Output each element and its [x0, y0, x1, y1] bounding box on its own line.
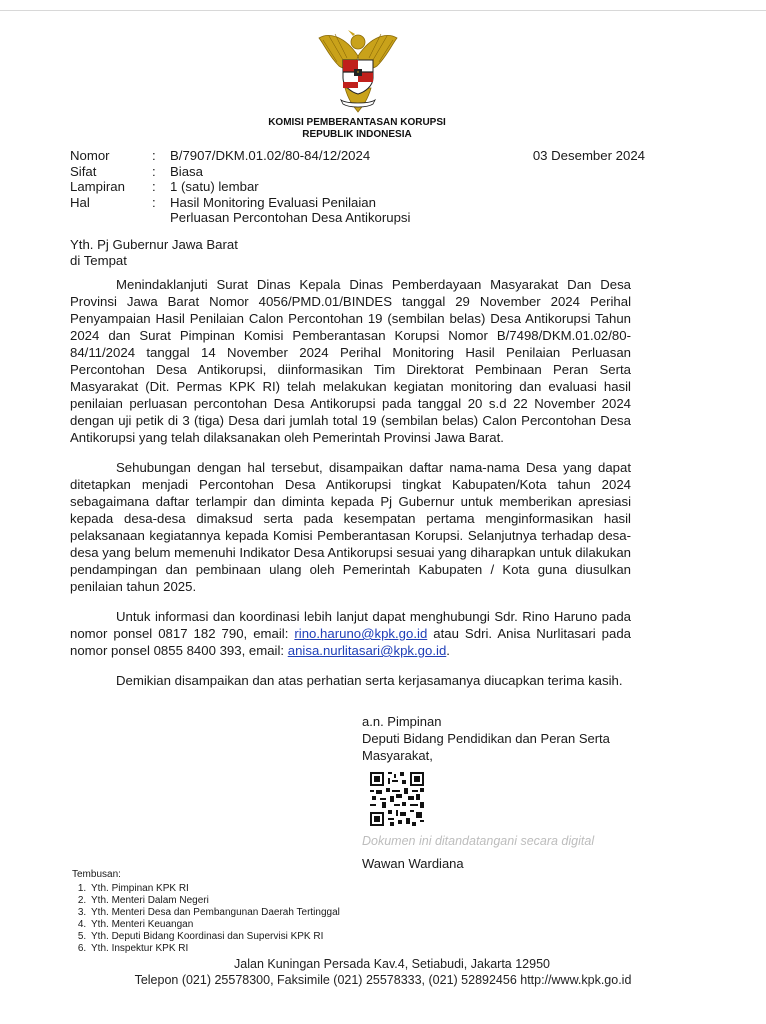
list-item: 3. Yth. Menteri Desa dan Pembangunan Daerah Tertinggal	[89, 907, 340, 919]
agency-name: KOMISI PEMBERANTASAN KORUPSI	[268, 117, 446, 128]
body-paragraph-2: Sehubungan dengan hal tersebut, disampaikan daftar nama-nama Desa yang dapat ditetapkan menjadi Percontohan Desa Antikorupsi tingkat Kabupaten/Kota tahun 2024 sebagaimana daftar terlampir dan diminta kepada Pj Gubernur untuk memberikan apresiasi kepada desa-desa dimaksud serta pada kesempatan pertama menginformasikan hasil pelaksanaan kegiatannya kepada Komisi Pemberantasan Korupsi. Selanjutnya terhadap desa-desa yang belum memenuhi Indikator Desa Antikorupsi sesuai yang diharapkan untuk dilakukan pendampingan dan pembinaan ulang oleh Pemerintah Kabupaten / Kota guna diusulkan penilaian tahun 2025.	[70, 460, 631, 594]
body-paragraph-3	[70, 608, 631, 659]
footer-contact: Telepon (021) 25578300, Faksimile (021) 25578333, (021) 52892456 http://www.kpk.go.id	[134, 973, 632, 987]
agency-header	[0, 117, 766, 141]
footer-address: Jalan Kuningan Persada Kav.4, Setiabudi, Jakarta 12950	[234, 957, 550, 971]
email-link-anisa[interactable]: anisa.nurlitasari@kpk.go.id	[287, 643, 447, 658]
signature-on-behalf: a.n. Pimpinan	[362, 714, 442, 729]
tembusan-title: Tembusan:	[72, 869, 121, 880]
list-item: 6. Yth. Inspektur KPK RI	[89, 943, 340, 955]
meta-value: 1 (satu) lembar	[170, 179, 259, 194]
signature-block	[362, 713, 642, 764]
page-top-border	[0, 10, 766, 11]
agency-country: REPUBLIK INDONESIA	[302, 129, 412, 140]
tembusan-list	[72, 883, 340, 955]
meta-label: Hal	[70, 194, 90, 210]
signer-name: Wawan Wardiana	[362, 856, 464, 871]
meta-separator: :	[152, 148, 156, 163]
meta-label: Nomor	[70, 148, 110, 163]
meta-label: Lampiran	[70, 179, 125, 194]
meta-row-hal	[70, 195, 470, 226]
signature-position: Deputi Bidang Pendidikan dan Peran Serta	[362, 731, 610, 746]
meta-value: Biasa	[170, 163, 203, 179]
body-paragraph-4: Demikian disampaikan dan atas perhatian serta kerjasamanya diucapkan terima kasih.	[116, 673, 623, 688]
list-item: 1. Yth. Pimpinan KPK RI	[89, 883, 340, 895]
list-item: 5. Yth. Deputi Bidang Koordinasi dan Supervisi KPK RI	[89, 931, 340, 943]
letter-meta	[70, 148, 470, 226]
signature-position-cont: Masyarakat,	[362, 748, 433, 763]
meta-label: Sifat	[70, 163, 97, 179]
body-paragraph-1: Menindaklanjuti Surat Dinas Kepala Dinas Pemberdayaan Masyarakat Dan Desa Provinsi Jawa Barat Nomor 4056/PMD.01/BINDES tanggal 29 November 2024 Perihal Penyampaian Hasil Penilaian Calon Percontohan 19 (sembilan belas) Desa Antikorupsi Tahun 2024 dan Surat Pimpinan Komisi Pemberantasan Korupsi Nomor B/7498/DKM.01.02/80-84/11/2024 tanggal 14 November 2024 Perihal Monitoring Hasil Penilaian Perluasan Percontohan Desa Antikorupsi, diinformasikan Tim Direktorat Pembinaan Peran Serta Masyarakat (Dit. Permas KPK RI) telah melakukan kegiatan monitoring dan evaluasi hasil penilaian perluasan percontohan Desa Antikorupsi pada tanggal 20 s.d 22 November 2024 dengan uji petik di 3 (tiga) Desa dari jumlah total 19 (sembilan belas) Calon Percontohan Desa Antikorupsi yang telah dilaksanakan oleh Pemerintah Provinsi Jawa Barat.	[70, 277, 631, 445]
addressee-name: Yth. Pj Gubernur Jawa Barat	[70, 237, 238, 252]
qr-code-icon	[370, 772, 424, 826]
hal-line-1: Hasil Monitoring Evaluasi Penilaian	[170, 194, 376, 210]
meta-row-nomor	[70, 148, 470, 164]
letter-footer	[0, 956, 766, 988]
hal-line-2: Perluasan Percontohan Desa Antikorupsi	[170, 210, 411, 225]
letter-date: 03 Desember 2024	[532, 148, 645, 163]
garuda-emblem-icon	[315, 26, 401, 114]
list-item: 4. Yth. Menteri Keuangan	[89, 919, 340, 931]
meta-separator: :	[152, 179, 156, 194]
email-link-rino[interactable]: rino.haruno@kpk.go.id	[294, 626, 428, 641]
meta-value: B/7907/DKM.01.02/80-84/12/2024	[170, 148, 371, 163]
addressee	[70, 237, 238, 268]
meta-row-sifat	[70, 164, 470, 180]
meta-value	[170, 195, 470, 226]
paragraph-text: atau Sdri. Anisa Nurlitasari pada nomor ponsel 0855 8400 393, email:	[70, 626, 631, 658]
meta-separator: :	[152, 194, 156, 210]
meta-row-lampiran	[70, 179, 470, 195]
digital-signature-note: Dokumen ini ditandatangani secara digital	[362, 834, 595, 848]
tembusan-block	[72, 869, 340, 955]
paragraph-text: .	[446, 643, 450, 658]
list-item: 2. Yth. Menteri Dalam Negeri	[89, 895, 340, 907]
paragraph-text: Untuk informasi dan koordinasi lebih lanjut dapat menghubungi Sdr. Rino Haruno pada nomor ponsel 0817 182 790, email:	[70, 609, 631, 641]
addressee-place: di Tempat	[70, 252, 127, 268]
meta-separator: :	[152, 163, 156, 179]
letter-body	[70, 276, 631, 702]
